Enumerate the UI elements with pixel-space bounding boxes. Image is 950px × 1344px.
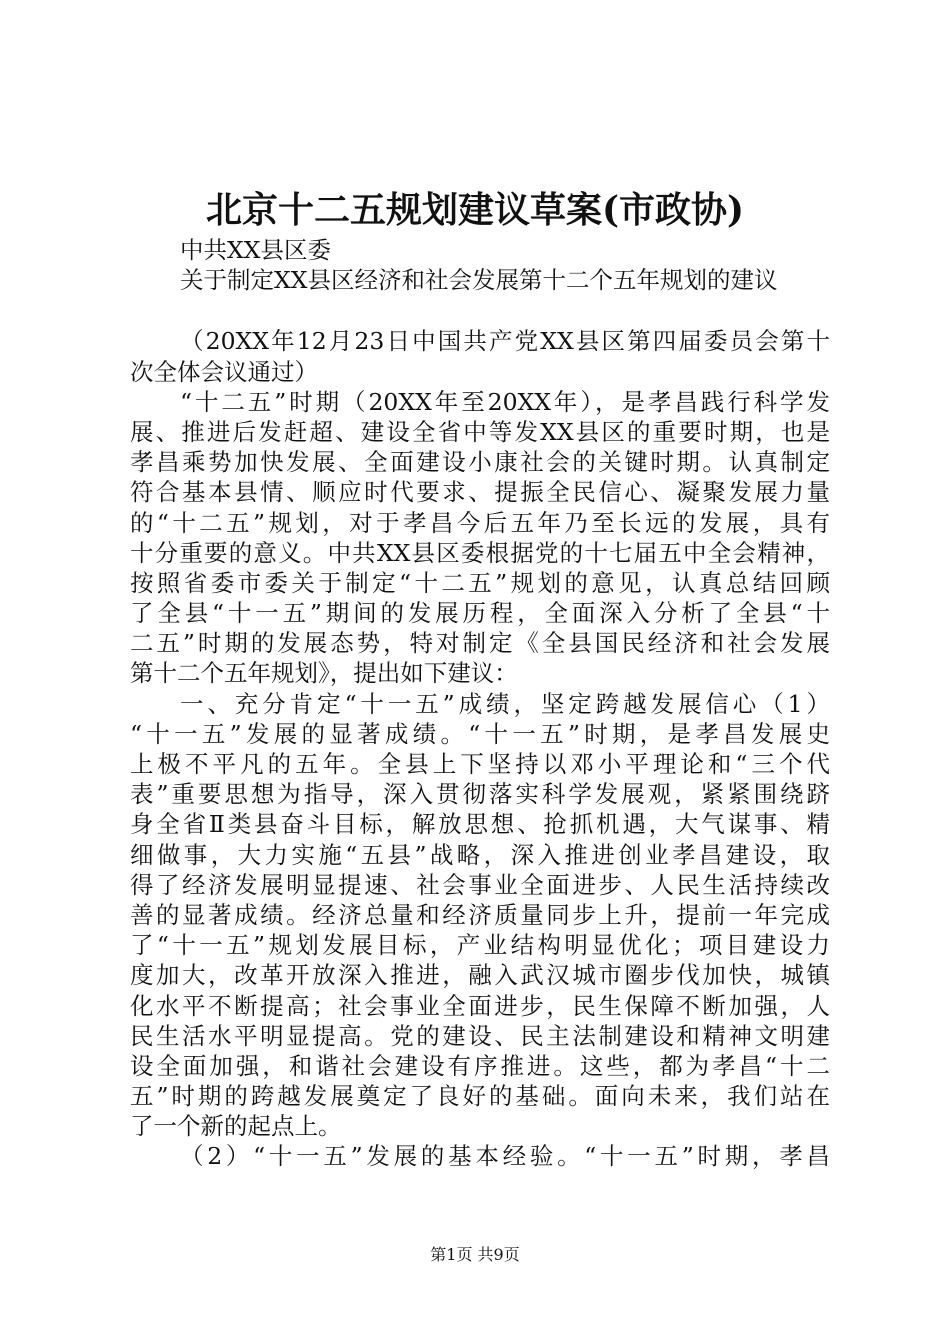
body-line: 了“十一五”规划发展目标，产业结构明显优化；项目建设力	[130, 931, 830, 960]
body-line: 民生活水平明显提高。党的建设、民主法制建设和精神文明建	[130, 1021, 830, 1050]
header-line-party-committee: 中共XX县区委	[180, 236, 331, 264]
body-line: 身全省Ⅱ类县奋斗目标，解放思想、抢抓机遇，大气谋事、精	[130, 810, 830, 839]
body-line: 十分重要的意义。中共XX县区委根据党的十七届五中全会精神，	[130, 538, 830, 567]
body-line: 度加大，改革开放深入推进，融入武汉城市圈步伐加快，城镇	[130, 961, 830, 990]
body-line: 的“十二五”规划，对于孝昌今后五年乃至长远的发展，具有	[130, 508, 830, 537]
body-line: （2）“十一五”发展的基本经验。“十一五”时期，孝昌	[180, 1142, 830, 1171]
body-line: 表”重要思想为指导，深入贯彻落实科学发展观，紧紧围绕跻	[130, 780, 830, 809]
body-line: 设全面加强，和谐社会建设有序推进。这些，都为孝昌“十二	[130, 1051, 830, 1080]
body-line: 化水平不断提高；社会事业全面进步，民生保障不断加强，人	[130, 991, 830, 1020]
body-line: 五”时期的跨越发展奠定了良好的基础。面向未来，我们站在	[130, 1082, 830, 1111]
body-line: 符合基本县情、顺应时代要求、提振全民信心、凝聚发展力量	[130, 478, 830, 507]
body-line: 善的显著成绩。经济总量和经济质量同步上升，提前一年完成	[130, 900, 830, 929]
body-line: 次全体会议通过）	[130, 357, 318, 386]
header-line-proposal-title: 关于制定XX县区经济和社会发展第十二个五年规划的建议	[180, 266, 778, 295]
body-line: 细做事，大力实施“五县”战略，深入推进创业孝昌建设，取	[130, 840, 830, 869]
body-line: 按照省委市委关于制定“十二五”规划的意见，认真总结回顾	[130, 568, 830, 597]
body-line: “十二五”时期（20XX年至20XX年），是孝昌践行科学发	[180, 387, 830, 416]
document-body	[130, 235, 830, 1172]
body-line: 第十二个五年规划》，提出如下建议：	[130, 659, 518, 688]
body-line: 二五”时期的发展态势，特对制定《全县国民经济和社会发展	[130, 629, 830, 658]
body-line: 展、推进后发赶超、建设全省中等发XX县区的重要时期，也是	[130, 417, 830, 446]
paragraph-gap	[130, 295, 830, 326]
body-line: 了全县“十一五”期间的发展历程，全面深入分析了全县“十	[130, 599, 830, 628]
body-line: 了一个新的起点上。	[130, 1112, 342, 1141]
document-title: 北京十二五规划建议草案(市政协)	[205, 189, 745, 231]
body-line: 上极不平凡的五年。全县上下坚持以邓小平理论和“三个代	[130, 750, 830, 778]
body-line: 一、充分肯定“十一五”成绩，坚定跨越发展信心（1）	[180, 689, 830, 718]
body-line: 孝昌乘势加快发展、全面建设小康社会的关键时期。认真制定	[130, 448, 830, 477]
page-footer: 第1页 共9页	[430, 1245, 520, 1264]
body-line: 得了经济发展明显提速、社会事业全面进步、人民生活持续改	[130, 870, 830, 899]
body-line: （20XX年12月23日中国共产党XX县区第四届委员会第十	[180, 327, 830, 356]
body-line: “十一五”发展的显著成绩。“十一五”时期，是孝昌发展史	[130, 719, 830, 748]
